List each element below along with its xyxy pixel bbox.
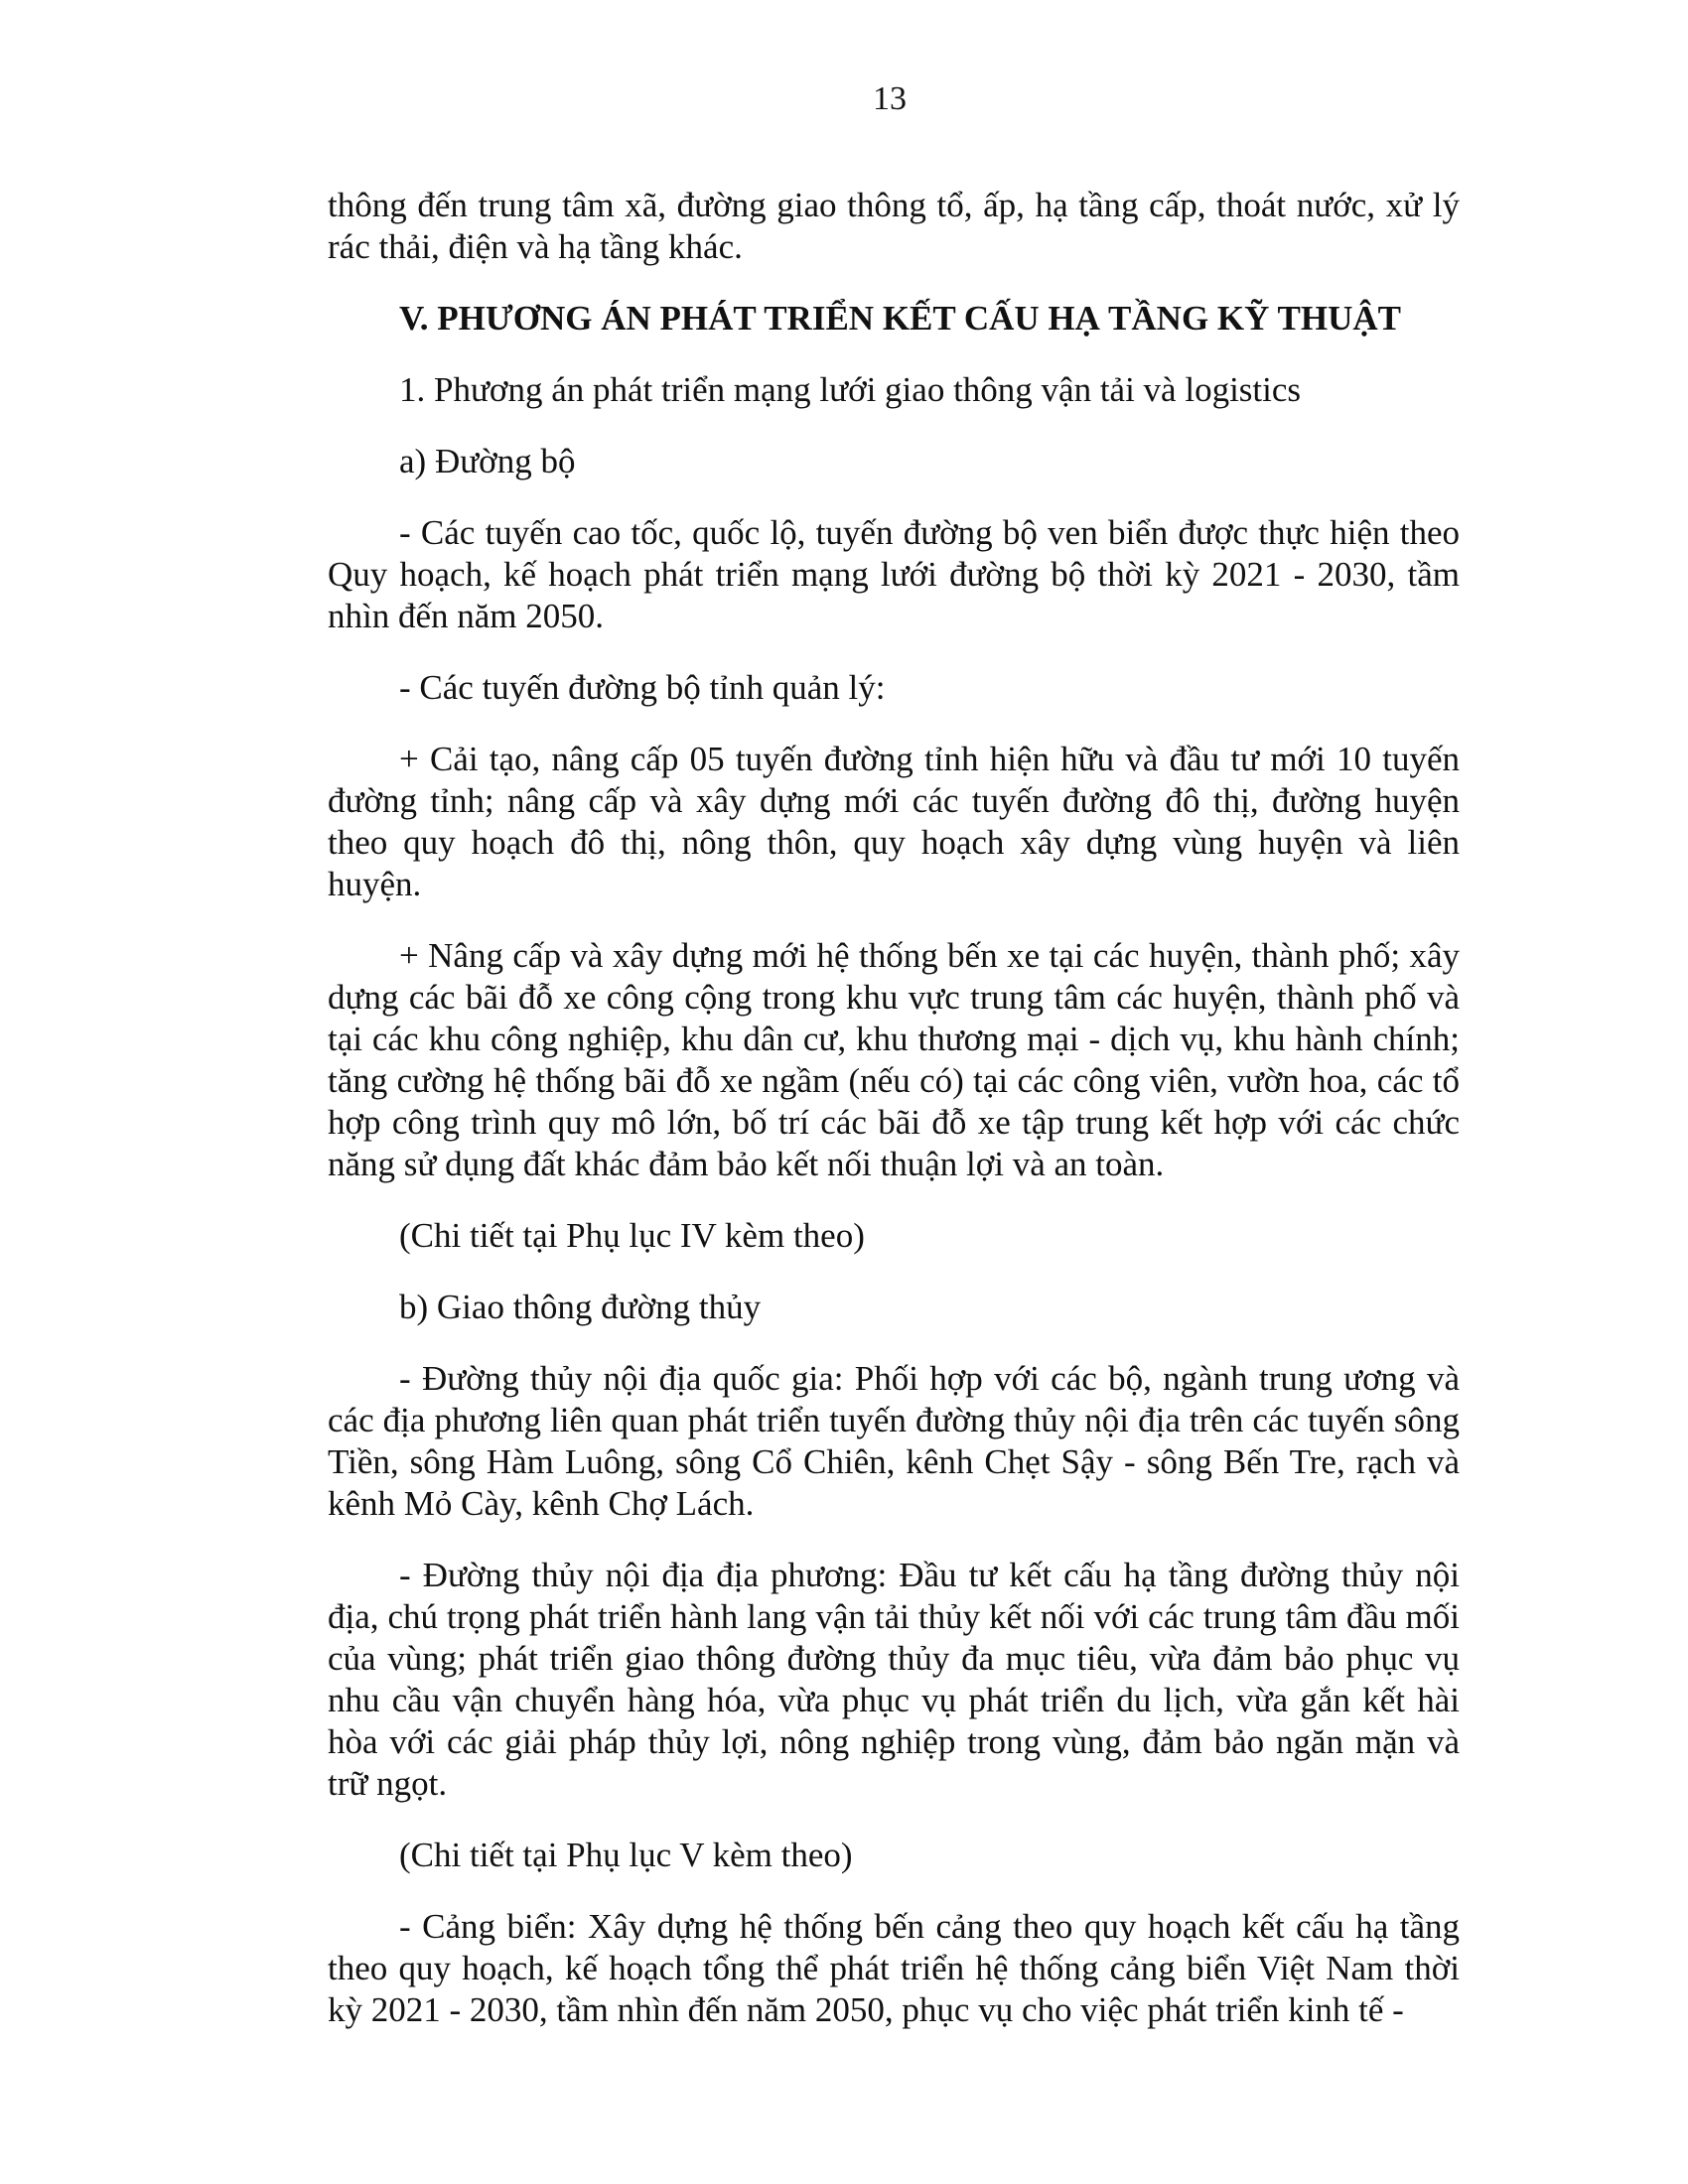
subsection-heading: 1. Phương án phát triển mạng lưới giao thông vận tải và logistics: [399, 370, 1302, 409]
paragraph-local-waterways: - Đường thủy nội địa địa phương: Đầu tư kết cấu hạ tầng đường thủy nội địa, chú trọng phát triển hành lang vận tải thủy kết nối với các trung tâm đầu mối của vùng; phát triển giao thông đường thủy đa mục tiêu, vừa đảm bảo phục vụ nhu cầu vận chuyển hàng hóa, vừa phục vụ phát triển du lịch, vừa gắn kết hài hòa với các giải pháp thủy lợi, nông nghiệp trong vùng, đảm bảo ngăn mặn và trữ ngọt.: [328, 1556, 1460, 1803]
paragraph-bus-stations: + Nâng cấp và xây dựng mới hệ thống bến xe tại các huyện, thành phố; xây dựng các bãi đỗ xe công cộng trong khu vực trung tâm các huyện, thành phố và tại các khu công nghiệp, khu dân cư, khu thương mại - dịch vụ, khu hành chính; tăng cường hệ thống bãi đỗ xe ngầm (nếu có) tại các công viên, vườn hoa, các tổ hợp công trình quy mô lớn, bố trí các bãi đỗ xe tập trung kết hợp với các chức năng sử dụng đất khác đảm bảo kết nối thuận lợi và an toàn.: [328, 936, 1460, 1183]
subsection-item-waterways: b) Giao thông đường thủy: [399, 1288, 762, 1326]
subsection-item-roads: a) Đường bộ: [399, 442, 576, 480]
paragraph-continuation: thông đến trung tâm xã, đường giao thông tổ, ấp, hạ tầng cấp, thoát nước, xử lý rác thải, điện và hạ tầng khác.: [328, 186, 1460, 266]
document-body: [328, 185, 1460, 2031]
section-heading: V. PHƯƠNG ÁN PHÁT TRIỂN KẾT CẤU HẠ TẦNG KỸ THUẬT: [399, 299, 1402, 338]
paragraph-national-waterways: - Đường thủy nội địa quốc gia: Phối hợp với các bộ, ngành trung ương và các địa phương liên quan phát triển tuyến đường thủy nội địa trên các tuyến sông Tiền, sông Hàm Luông, sông Cổ Chiên, kênh Chẹt Sậy - sông Bến Tre, rạch và kênh Mỏ Cày, kênh Chợ Lách.: [328, 1359, 1460, 1523]
paragraph-provincial-roads: - Các tuyến đường bộ tỉnh quản lý:: [399, 668, 886, 707]
page-number: 13: [873, 80, 907, 117]
paragraph-seaports: - Cảng biển: Xây dựng hệ thống bến cảng theo quy hoạch kết cấu hạ tầng theo quy hoạch, kế hoạch tổng thể phát triển hệ thống cảng biển Việt Nam thời kỳ 2021 - 2030, tầm nhìn đến năm 2050, phục vụ cho việc phát triển kinh tế -: [328, 1907, 1460, 2029]
paragraph-expressways: - Các tuyến cao tốc, quốc lộ, tuyến đường bộ ven biển được thực hiện theo Quy hoạch, kế hoạch phát triển mạng lưới đường bộ thời kỳ 2021 - 2030, tầm nhìn đến năm 2050.: [328, 513, 1460, 635]
appendix-note-iv: (Chi tiết tại Phụ lục IV kèm theo): [399, 1216, 865, 1255]
paragraph-upgrade-roads: + Cải tạo, nâng cấp 05 tuyến đường tỉnh hiện hữu và đầu tư mới 10 tuyến đường tỉnh; nâng cấp và xây dựng mới các tuyến đường đô thị, đường huyện theo quy hoạch đô thị, nông thôn, quy hoạch xây dựng vùng huyện và liên huyện.: [328, 740, 1460, 903]
appendix-note-v: (Chi tiết tại Phụ lục V kèm theo): [399, 1836, 853, 1874]
